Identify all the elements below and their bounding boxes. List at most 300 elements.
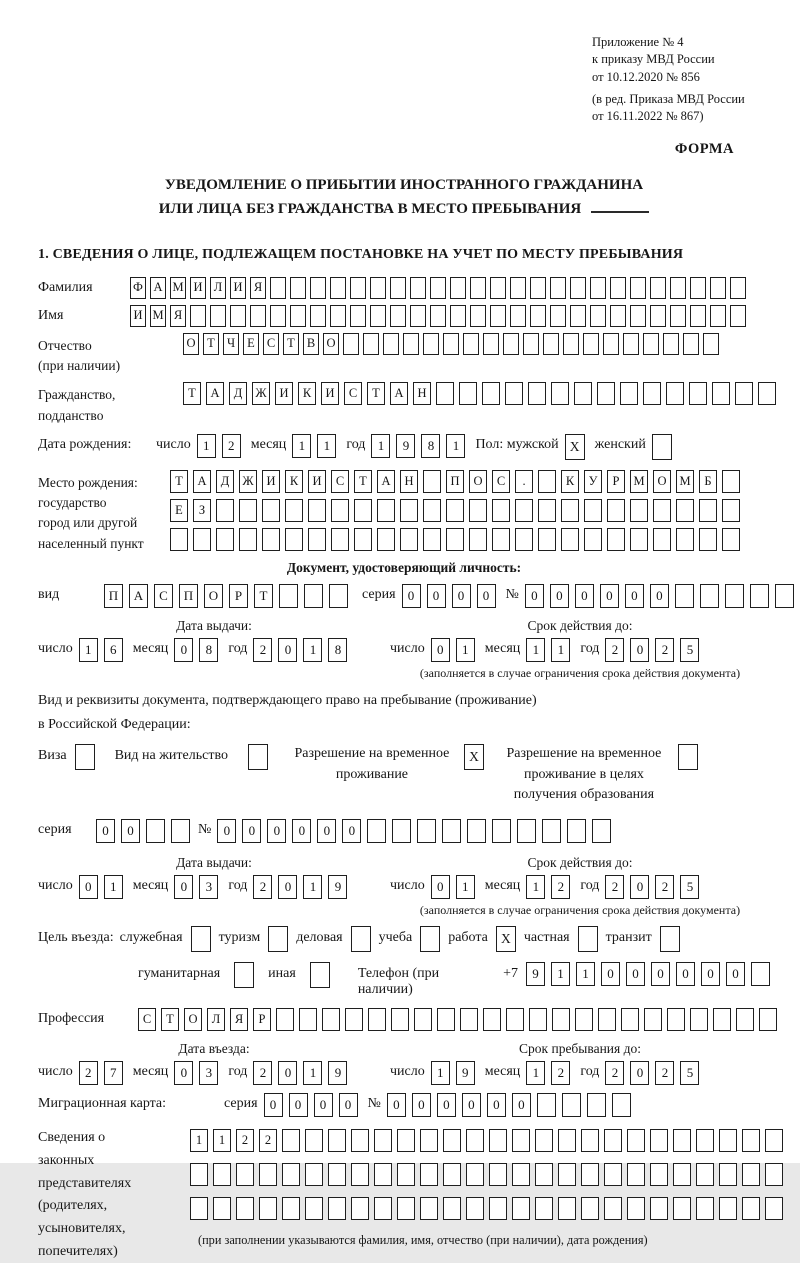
char-box[interactable]: Н xyxy=(413,382,431,405)
char-box[interactable]: Т xyxy=(170,470,188,493)
char-box[interactable] xyxy=(597,382,615,405)
char-box[interactable] xyxy=(610,277,626,299)
char-box[interactable] xyxy=(650,305,666,327)
char-box[interactable] xyxy=(282,1197,300,1220)
char-box[interactable]: 0 xyxy=(427,584,446,608)
char-box[interactable] xyxy=(667,1008,685,1031)
char-box[interactable] xyxy=(604,1129,622,1152)
char-box[interactable]: С xyxy=(138,1008,156,1031)
char-box[interactable]: 2 xyxy=(259,1129,277,1152)
char-box[interactable]: 2 xyxy=(655,875,674,899)
char-box[interactable]: Ж xyxy=(252,382,270,405)
char-box[interactable] xyxy=(213,1197,231,1220)
char-box[interactable] xyxy=(450,277,466,299)
char-box[interactable] xyxy=(351,1197,369,1220)
char-box[interactable]: 0 xyxy=(342,819,361,843)
char-box[interactable] xyxy=(482,382,500,405)
char-box[interactable] xyxy=(570,277,586,299)
char-box[interactable]: 0 xyxy=(512,1093,531,1117)
char-box[interactable] xyxy=(443,1163,461,1186)
char-box[interactable] xyxy=(146,819,165,843)
char-box[interactable] xyxy=(430,277,446,299)
char-box[interactable] xyxy=(758,382,776,405)
char-box[interactable] xyxy=(290,305,306,327)
char-box[interactable]: 0 xyxy=(174,1061,193,1085)
char-box[interactable] xyxy=(328,1163,346,1186)
char-box[interactable] xyxy=(450,305,466,327)
purpose-other-checkbox[interactable] xyxy=(310,962,330,988)
char-box[interactable] xyxy=(550,305,566,327)
char-box[interactable] xyxy=(490,277,506,299)
char-box[interactable]: Е xyxy=(170,499,188,522)
char-box[interactable] xyxy=(459,382,477,405)
char-box[interactable] xyxy=(699,528,717,551)
char-box[interactable]: О xyxy=(653,470,671,493)
char-box[interactable] xyxy=(587,1093,606,1117)
char-box[interactable] xyxy=(367,819,386,843)
char-box[interactable]: 6 xyxy=(104,638,123,662)
char-box[interactable]: 3 xyxy=(199,1061,218,1085)
char-box[interactable]: 9 xyxy=(328,1061,347,1085)
char-box[interactable]: Т xyxy=(367,382,385,405)
char-box[interactable]: 0 xyxy=(431,875,450,899)
char-box[interactable] xyxy=(653,528,671,551)
char-box[interactable] xyxy=(446,528,464,551)
char-box[interactable] xyxy=(675,584,694,608)
char-box[interactable] xyxy=(466,1197,484,1220)
char-box[interactable] xyxy=(689,382,707,405)
char-box[interactable] xyxy=(354,528,372,551)
char-box[interactable] xyxy=(663,333,679,355)
char-box[interactable] xyxy=(299,1008,317,1031)
char-box[interactable] xyxy=(699,499,717,522)
visa-checkbox[interactable] xyxy=(75,744,95,770)
char-box[interactable] xyxy=(446,499,464,522)
char-box[interactable]: 0 xyxy=(292,819,311,843)
char-box[interactable]: И xyxy=(275,382,293,405)
char-box[interactable] xyxy=(730,277,746,299)
char-box[interactable] xyxy=(351,1163,369,1186)
char-box[interactable]: 0 xyxy=(217,819,236,843)
char-box[interactable] xyxy=(736,1008,754,1031)
char-box[interactable] xyxy=(390,277,406,299)
char-box[interactable] xyxy=(262,528,280,551)
char-box[interactable]: 9 xyxy=(456,1061,475,1085)
char-box[interactable] xyxy=(363,333,379,355)
char-box[interactable]: П xyxy=(179,584,198,608)
char-box[interactable]: 0 xyxy=(630,875,649,899)
char-box[interactable]: С xyxy=(331,470,349,493)
char-box[interactable] xyxy=(712,382,730,405)
char-box[interactable] xyxy=(304,584,323,608)
char-box[interactable]: 1 xyxy=(303,875,322,899)
char-box[interactable] xyxy=(170,528,188,551)
char-box[interactable] xyxy=(370,277,386,299)
char-box[interactable]: 2 xyxy=(551,875,570,899)
char-box[interactable]: 0 xyxy=(96,819,115,843)
char-box[interactable] xyxy=(643,382,661,405)
char-box[interactable] xyxy=(308,499,326,522)
char-box[interactable] xyxy=(512,1163,530,1186)
char-box[interactable] xyxy=(350,277,366,299)
char-box[interactable] xyxy=(506,1008,524,1031)
char-box[interactable] xyxy=(442,819,461,843)
char-box[interactable]: И xyxy=(321,382,339,405)
char-box[interactable] xyxy=(650,277,666,299)
char-box[interactable]: 0 xyxy=(462,1093,481,1117)
char-box[interactable] xyxy=(216,528,234,551)
char-box[interactable]: 2 xyxy=(655,1061,674,1085)
char-box[interactable] xyxy=(410,277,426,299)
char-box[interactable] xyxy=(610,305,626,327)
char-box[interactable] xyxy=(469,499,487,522)
char-box[interactable] xyxy=(551,382,569,405)
char-box[interactable] xyxy=(552,1008,570,1031)
char-box[interactable]: Я xyxy=(170,305,186,327)
char-box[interactable] xyxy=(410,305,426,327)
char-box[interactable]: А xyxy=(390,382,408,405)
char-box[interactable]: 0 xyxy=(650,584,669,608)
char-box[interactable] xyxy=(604,1197,622,1220)
char-box[interactable] xyxy=(510,277,526,299)
char-box[interactable] xyxy=(270,277,286,299)
char-box[interactable] xyxy=(653,499,671,522)
char-box[interactable] xyxy=(403,333,419,355)
char-box[interactable]: 0 xyxy=(387,1093,406,1117)
char-box[interactable] xyxy=(584,528,602,551)
char-box[interactable] xyxy=(430,305,446,327)
char-box[interactable] xyxy=(722,528,740,551)
char-box[interactable] xyxy=(676,499,694,522)
char-box[interactable] xyxy=(492,819,511,843)
char-box[interactable] xyxy=(305,1197,323,1220)
char-box[interactable]: З xyxy=(193,499,211,522)
char-box[interactable]: Р xyxy=(253,1008,271,1031)
char-box[interactable] xyxy=(463,333,479,355)
char-box[interactable] xyxy=(492,499,510,522)
char-box[interactable] xyxy=(285,528,303,551)
char-box[interactable] xyxy=(414,1008,432,1031)
char-box[interactable]: 0 xyxy=(412,1093,431,1117)
char-box[interactable] xyxy=(690,277,706,299)
char-box[interactable] xyxy=(328,1197,346,1220)
char-box[interactable]: 1 xyxy=(526,875,545,899)
char-box[interactable] xyxy=(592,819,611,843)
char-box[interactable] xyxy=(489,1163,507,1186)
char-box[interactable]: 0 xyxy=(600,584,619,608)
char-box[interactable] xyxy=(417,819,436,843)
char-box[interactable]: Я xyxy=(250,277,266,299)
char-box[interactable]: 5 xyxy=(680,638,699,662)
char-box[interactable] xyxy=(590,305,606,327)
char-box[interactable]: И xyxy=(130,305,146,327)
char-box[interactable] xyxy=(210,305,226,327)
char-box[interactable]: А xyxy=(129,584,148,608)
char-box[interactable] xyxy=(512,1197,530,1220)
char-box[interactable] xyxy=(630,305,646,327)
char-box[interactable] xyxy=(282,1163,300,1186)
char-box[interactable] xyxy=(460,1008,478,1031)
char-box[interactable]: 2 xyxy=(253,1061,272,1085)
char-box[interactable] xyxy=(574,382,592,405)
char-box[interactable]: Л xyxy=(210,277,226,299)
char-box[interactable]: 0 xyxy=(477,584,496,608)
char-box[interactable] xyxy=(328,1129,346,1152)
char-box[interactable]: Р xyxy=(607,470,625,493)
char-box[interactable] xyxy=(627,1129,645,1152)
char-box[interactable]: 0 xyxy=(314,1093,333,1117)
char-box[interactable] xyxy=(420,1197,438,1220)
char-box[interactable] xyxy=(735,382,753,405)
char-box[interactable]: 1 xyxy=(79,638,98,662)
char-box[interactable]: Т xyxy=(283,333,299,355)
char-box[interactable]: 7 xyxy=(104,1061,123,1085)
char-box[interactable]: С xyxy=(263,333,279,355)
char-box[interactable]: 1 xyxy=(456,638,475,662)
char-box[interactable] xyxy=(683,333,699,355)
char-box[interactable] xyxy=(530,277,546,299)
char-box[interactable] xyxy=(305,1163,323,1186)
char-box[interactable] xyxy=(719,1129,737,1152)
char-box[interactable] xyxy=(558,1197,576,1220)
char-box[interactable] xyxy=(630,499,648,522)
char-box[interactable] xyxy=(512,1129,530,1152)
char-box[interactable] xyxy=(510,305,526,327)
char-box[interactable]: К xyxy=(285,470,303,493)
char-box[interactable] xyxy=(670,277,686,299)
char-box[interactable] xyxy=(469,528,487,551)
char-box[interactable]: . xyxy=(515,470,533,493)
char-box[interactable] xyxy=(581,1163,599,1186)
char-box[interactable] xyxy=(423,499,441,522)
char-box[interactable]: 0 xyxy=(289,1093,308,1117)
char-box[interactable]: Д xyxy=(216,470,234,493)
char-box[interactable] xyxy=(765,1163,783,1186)
char-box[interactable] xyxy=(489,1129,507,1152)
char-box[interactable] xyxy=(322,1008,340,1031)
char-box[interactable] xyxy=(543,333,559,355)
char-box[interactable] xyxy=(538,470,556,493)
char-box[interactable] xyxy=(570,305,586,327)
char-box[interactable]: О xyxy=(183,333,199,355)
purpose-business-checkbox[interactable] xyxy=(351,926,371,952)
char-box[interactable]: Р xyxy=(229,584,248,608)
char-box[interactable] xyxy=(644,1008,662,1031)
char-box[interactable] xyxy=(603,333,619,355)
char-box[interactable] xyxy=(400,499,418,522)
char-box[interactable] xyxy=(730,305,746,327)
char-box[interactable]: 0 xyxy=(264,1093,283,1117)
char-box[interactable]: 2 xyxy=(222,434,241,458)
char-box[interactable] xyxy=(584,499,602,522)
char-box[interactable] xyxy=(673,1197,691,1220)
char-box[interactable] xyxy=(505,382,523,405)
char-box[interactable] xyxy=(515,499,533,522)
char-box[interactable] xyxy=(397,1163,415,1186)
char-box[interactable]: 9 xyxy=(396,434,415,458)
char-box[interactable]: 0 xyxy=(630,1061,649,1085)
char-box[interactable] xyxy=(282,1129,300,1152)
temp-residence-checkbox[interactable]: X xyxy=(464,744,484,770)
char-box[interactable] xyxy=(290,277,306,299)
char-box[interactable]: 0 xyxy=(121,819,140,843)
char-box[interactable] xyxy=(285,499,303,522)
char-box[interactable]: 0 xyxy=(452,584,471,608)
char-box[interactable] xyxy=(443,1129,461,1152)
char-box[interactable] xyxy=(575,1008,593,1031)
char-box[interactable] xyxy=(673,1129,691,1152)
char-box[interactable] xyxy=(308,528,326,551)
char-box[interactable] xyxy=(775,584,794,608)
char-box[interactable]: 0 xyxy=(278,875,297,899)
char-box[interactable] xyxy=(696,1129,714,1152)
char-box[interactable]: Я xyxy=(230,1008,248,1031)
char-box[interactable] xyxy=(437,1008,455,1031)
char-box[interactable]: Т xyxy=(354,470,372,493)
char-box[interactable]: 1 xyxy=(190,1129,208,1152)
residence-permit-checkbox[interactable] xyxy=(248,744,268,770)
char-box[interactable]: О xyxy=(323,333,339,355)
char-box[interactable]: 0 xyxy=(701,962,720,986)
char-box[interactable] xyxy=(742,1129,760,1152)
char-box[interactable] xyxy=(621,1008,639,1031)
char-box[interactable]: М xyxy=(170,277,186,299)
char-box[interactable]: 0 xyxy=(402,584,421,608)
char-box[interactable]: Б xyxy=(699,470,717,493)
char-box[interactable] xyxy=(345,1008,363,1031)
char-box[interactable] xyxy=(420,1163,438,1186)
char-box[interactable]: С xyxy=(154,584,173,608)
char-box[interactable]: 1 xyxy=(526,1061,545,1085)
char-box[interactable]: 0 xyxy=(550,584,569,608)
char-box[interactable]: 0 xyxy=(625,584,644,608)
char-box[interactable]: 0 xyxy=(575,584,594,608)
char-box[interactable]: 1 xyxy=(303,638,322,662)
char-box[interactable] xyxy=(581,1197,599,1220)
char-box[interactable] xyxy=(765,1197,783,1220)
char-box[interactable] xyxy=(190,305,206,327)
char-box[interactable] xyxy=(558,1129,576,1152)
char-box[interactable]: 0 xyxy=(174,638,193,662)
char-box[interactable] xyxy=(567,819,586,843)
char-box[interactable] xyxy=(377,499,395,522)
char-box[interactable]: В xyxy=(303,333,319,355)
char-box[interactable] xyxy=(239,528,257,551)
char-box[interactable]: 1 xyxy=(456,875,475,899)
purpose-private-checkbox[interactable] xyxy=(578,926,598,952)
char-box[interactable] xyxy=(550,277,566,299)
char-box[interactable] xyxy=(590,277,606,299)
char-box[interactable] xyxy=(250,305,266,327)
char-box[interactable] xyxy=(643,333,659,355)
char-box[interactable] xyxy=(470,277,486,299)
purpose-study-checkbox[interactable] xyxy=(420,926,440,952)
char-box[interactable] xyxy=(722,499,740,522)
char-box[interactable]: Т xyxy=(183,382,201,405)
char-box[interactable] xyxy=(538,499,556,522)
char-box[interactable] xyxy=(742,1163,760,1186)
char-box[interactable]: К xyxy=(561,470,579,493)
char-box[interactable] xyxy=(377,528,395,551)
purpose-humanitarian-checkbox[interactable] xyxy=(234,962,254,988)
char-box[interactable] xyxy=(310,277,326,299)
char-box[interactable]: 0 xyxy=(676,962,695,986)
char-box[interactable] xyxy=(607,528,625,551)
char-box[interactable] xyxy=(343,333,359,355)
char-box[interactable]: 2 xyxy=(605,875,624,899)
char-box[interactable] xyxy=(561,499,579,522)
char-box[interactable]: 2 xyxy=(79,1061,98,1085)
char-box[interactable] xyxy=(331,528,349,551)
char-box[interactable] xyxy=(392,819,411,843)
char-box[interactable]: 5 xyxy=(680,875,699,899)
char-box[interactable] xyxy=(676,528,694,551)
char-box[interactable] xyxy=(530,305,546,327)
char-box[interactable] xyxy=(368,1008,386,1031)
char-box[interactable] xyxy=(467,819,486,843)
char-box[interactable] xyxy=(529,1008,547,1031)
char-box[interactable] xyxy=(436,382,454,405)
char-box[interactable]: 0 xyxy=(317,819,336,843)
char-box[interactable] xyxy=(490,305,506,327)
char-box[interactable] xyxy=(719,1163,737,1186)
char-box[interactable]: 0 xyxy=(437,1093,456,1117)
char-box[interactable] xyxy=(262,499,280,522)
char-box[interactable]: 1 xyxy=(213,1129,231,1152)
char-box[interactable]: 2 xyxy=(605,1061,624,1085)
char-box[interactable] xyxy=(239,499,257,522)
char-box[interactable] xyxy=(171,819,190,843)
char-box[interactable] xyxy=(765,1129,783,1152)
char-box[interactable] xyxy=(630,528,648,551)
char-box[interactable]: 1 xyxy=(292,434,311,458)
char-box[interactable]: О xyxy=(184,1008,202,1031)
char-box[interactable] xyxy=(466,1163,484,1186)
char-box[interactable] xyxy=(690,1008,708,1031)
char-box[interactable] xyxy=(537,1093,556,1117)
char-box[interactable] xyxy=(528,382,546,405)
char-box[interactable]: 0 xyxy=(242,819,261,843)
char-box[interactable]: 0 xyxy=(726,962,745,986)
char-box[interactable]: 1 xyxy=(197,434,216,458)
char-box[interactable] xyxy=(330,277,346,299)
char-box[interactable] xyxy=(230,305,246,327)
char-box[interactable]: Ч xyxy=(223,333,239,355)
char-box[interactable]: 0 xyxy=(174,875,193,899)
char-box[interactable]: 1 xyxy=(431,1061,450,1085)
char-box[interactable]: А xyxy=(193,470,211,493)
char-box[interactable] xyxy=(443,1197,461,1220)
char-box[interactable] xyxy=(750,584,769,608)
char-box[interactable]: 8 xyxy=(421,434,440,458)
char-box[interactable] xyxy=(538,528,556,551)
char-box[interactable] xyxy=(583,333,599,355)
char-box[interactable]: 2 xyxy=(253,638,272,662)
char-box[interactable]: 0 xyxy=(487,1093,506,1117)
char-box[interactable] xyxy=(391,1008,409,1031)
char-box[interactable] xyxy=(259,1163,277,1186)
char-box[interactable]: 2 xyxy=(605,638,624,662)
char-box[interactable]: 1 xyxy=(317,434,336,458)
char-box[interactable] xyxy=(190,1197,208,1220)
char-box[interactable] xyxy=(562,1093,581,1117)
char-box[interactable] xyxy=(466,1129,484,1152)
char-box[interactable] xyxy=(400,528,418,551)
char-box[interactable] xyxy=(690,305,706,327)
char-box[interactable] xyxy=(759,1008,777,1031)
char-box[interactable] xyxy=(713,1008,731,1031)
char-box[interactable]: 0 xyxy=(630,638,649,662)
